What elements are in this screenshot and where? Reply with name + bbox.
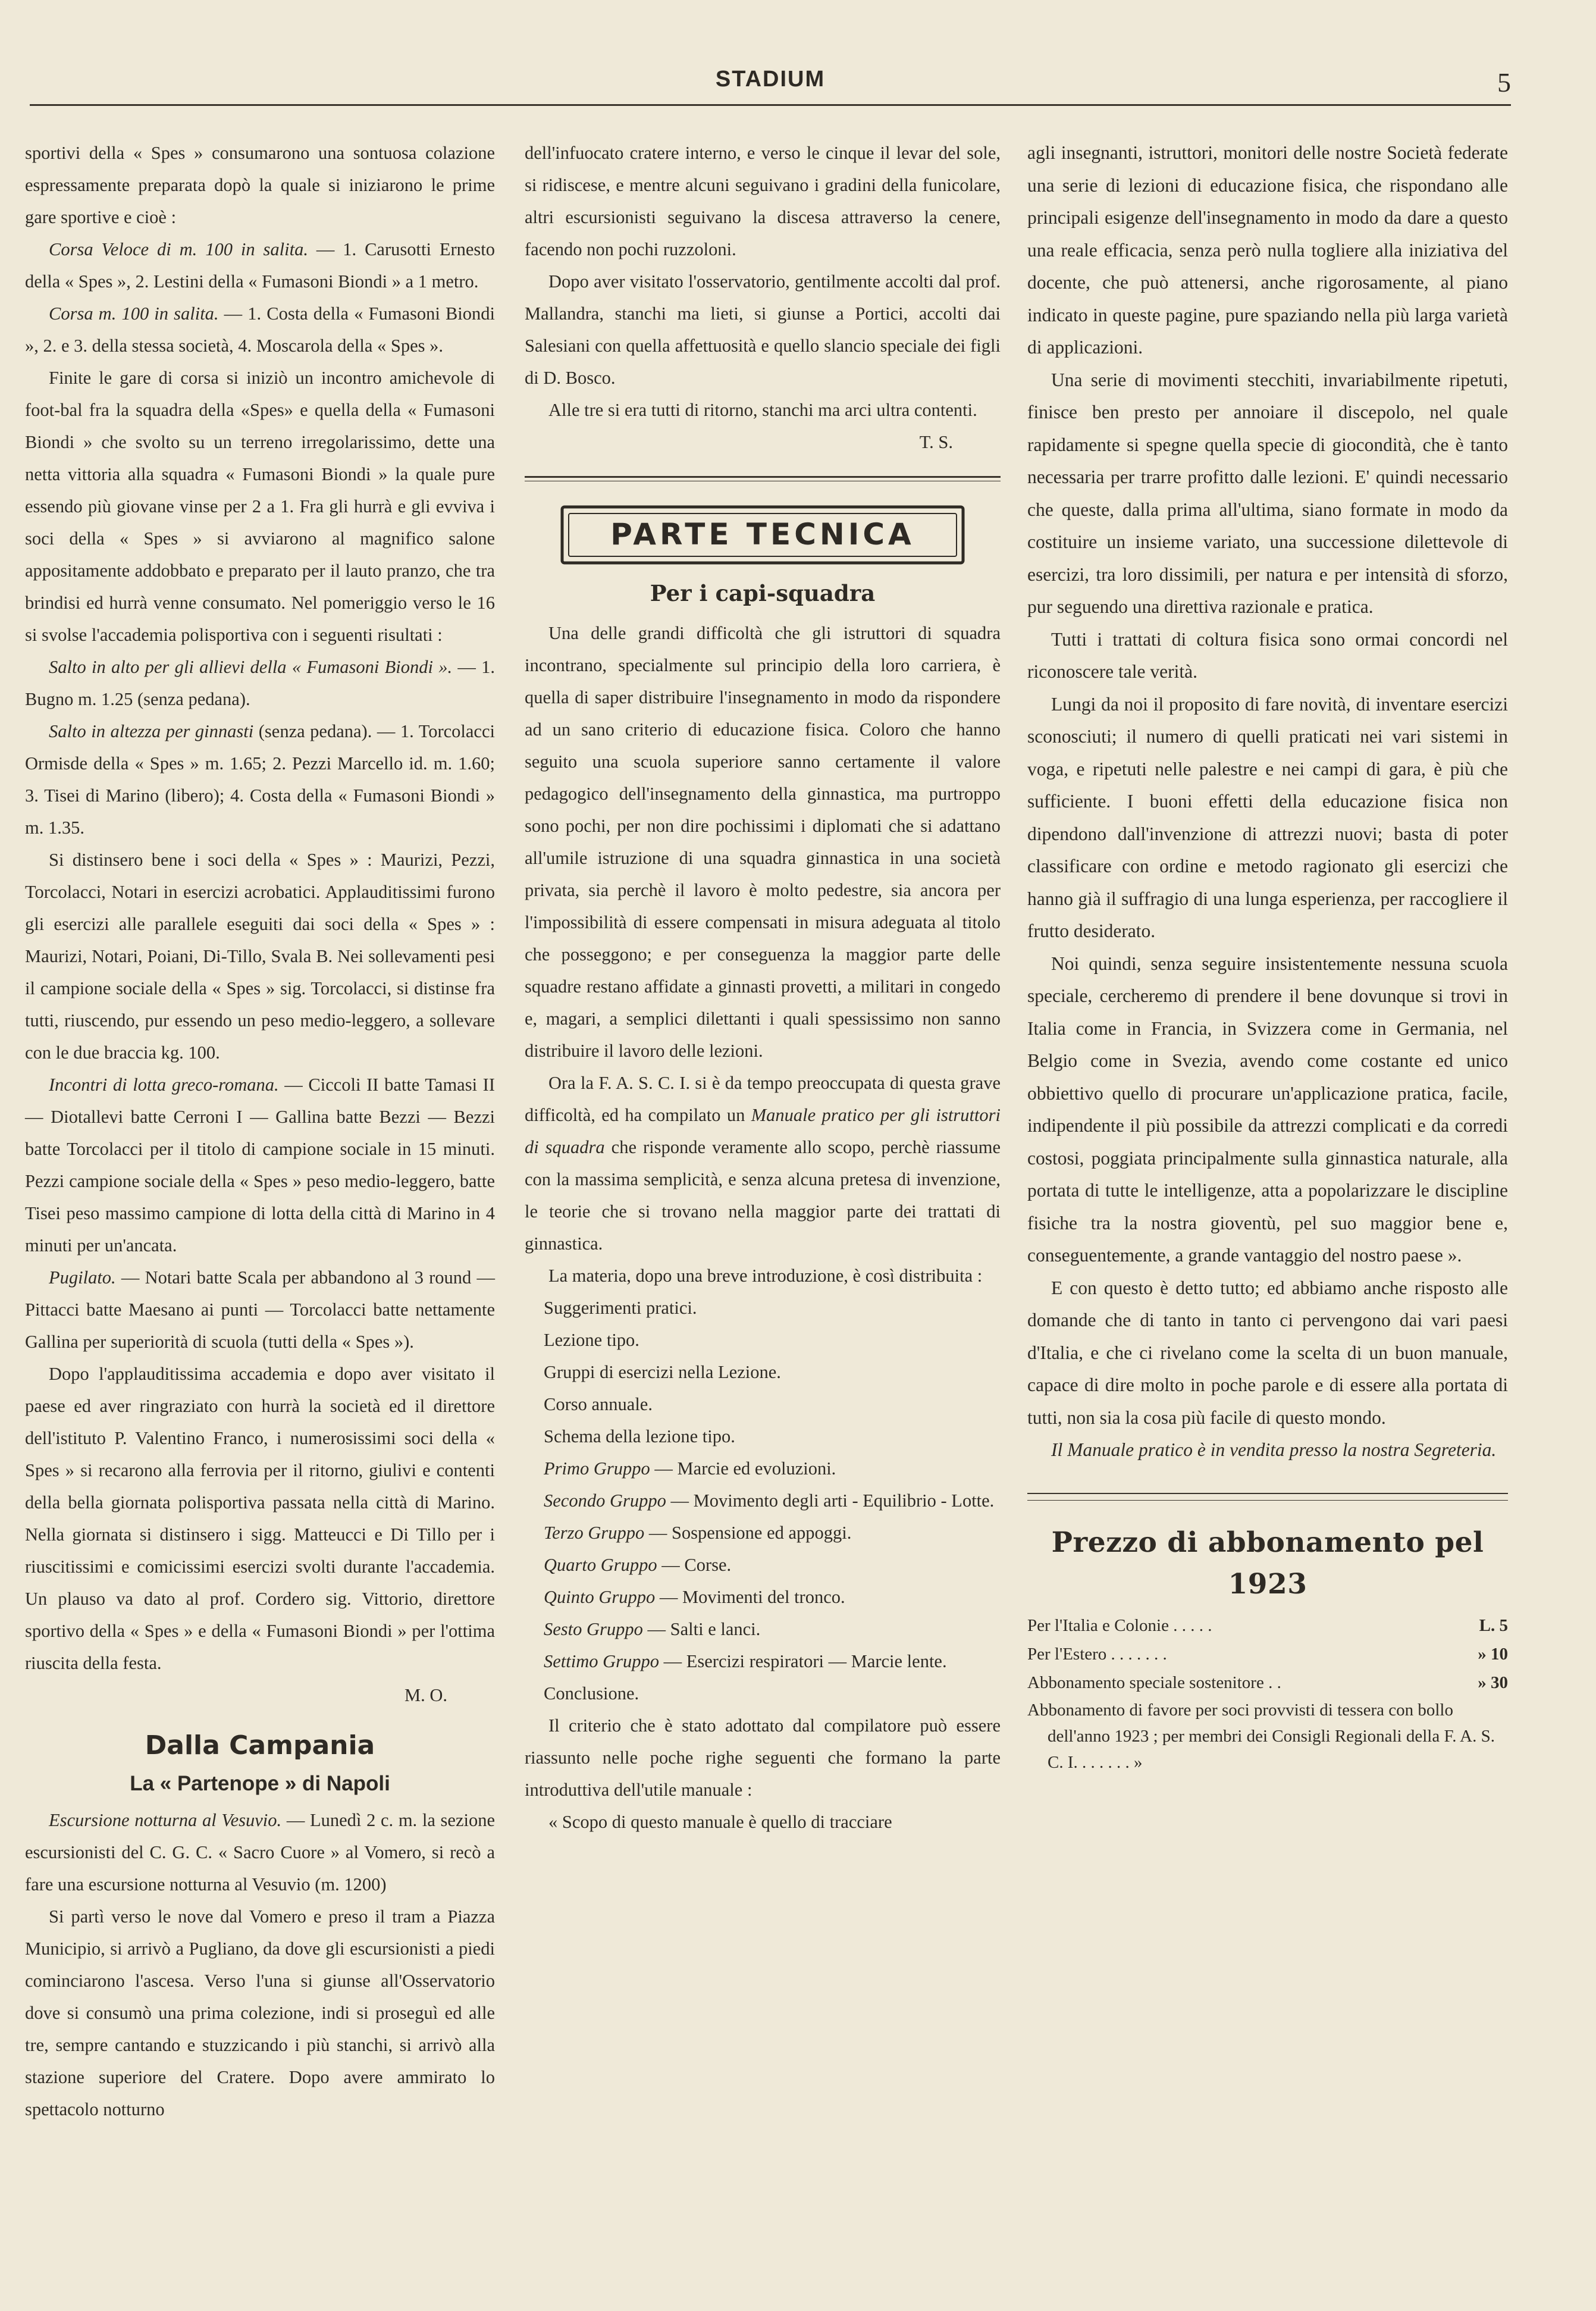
paragraph bbox=[25, 651, 495, 715]
sales-note: Il Manuale pratico è in vendita presso la nostra Segreteria. bbox=[1051, 1439, 1497, 1460]
group-desc: — Movimento degli arti - Equilibrio - Lotte. bbox=[666, 1490, 995, 1511]
banner-text: PARTE TECNICA bbox=[610, 517, 915, 552]
paragraph: La materia, dopo una breve introduzione, è così distribuita : bbox=[548, 1266, 983, 1286]
author-signature: T. S. bbox=[919, 432, 953, 452]
group-desc: — Sospensione ed appoggi. bbox=[644, 1523, 852, 1543]
paragraph: Alle tre si era tutti di ritorno, stanchi ma arci ultra contenti. bbox=[548, 400, 977, 420]
paragraph: sportivi della « Spes » consumarono una sontuosa colazione espressamente preparata dopò la quale si iniziarono le prime gare sportive e cioè : bbox=[25, 143, 495, 227]
section-subtitle: La « Partenope » di Napoli bbox=[130, 1772, 390, 1795]
event-results: — Ciccoli II batte Tamasi II — Diotallevi batte Cerroni I — Gallina batte Bezzi — Bezzi batte Torcolacci per il titolo di campione sociale in 15 minuti. Pezzi campione sociale della « Spes » peso medio-leggero, batte Tisei peso massimo campione di lotta della città di Marino in 4 minuti per un'ancata. bbox=[25, 1075, 495, 1255]
column-3 bbox=[1027, 137, 1508, 1775]
paragraph bbox=[25, 233, 495, 298]
event-title: Corsa m. 100 in salita. bbox=[49, 303, 219, 324]
page-number: 5 bbox=[1497, 67, 1511, 98]
list-item: Gruppi di esercizi nella Lezione. bbox=[544, 1362, 781, 1382]
paragraph bbox=[25, 1069, 495, 1261]
list-item bbox=[525, 1613, 1001, 1645]
list-item bbox=[525, 1485, 1001, 1517]
event-title: Incontri di lotta greco-romana. bbox=[49, 1075, 279, 1095]
paragraph: « Scopo di questo manuale è quello di tracciare bbox=[548, 1812, 892, 1832]
group-name: Quarto Gruppo bbox=[544, 1555, 657, 1575]
price-row bbox=[1027, 1668, 1508, 1697]
list-item bbox=[525, 1645, 1001, 1677]
text-run: che risponde veramente allo scopo, perchè riassume con la massima semplicità, e senza alcuna pretesa di invenzione, le teorie che si trovano nella maggior parte dei trattati di ginnastica. bbox=[525, 1137, 1001, 1254]
paragraph bbox=[525, 1067, 1001, 1260]
price-label: Per l'Italia e Colonie . . . . . bbox=[1027, 1615, 1212, 1635]
group-desc: — Marcie ed evoluzioni. bbox=[650, 1458, 836, 1479]
event-title: Pugilato. bbox=[49, 1267, 116, 1288]
price-value: » 30 bbox=[1478, 1673, 1508, 1692]
paragraph: E con questo è detto tutto; ed abbiamo anche risposto alle domande che di tanto in tanto ci pervengono dai vari paesi d'Italia, e che ci rivelano come la scelta di un buon manuale, capace di dire molto in poche parole e di essere alla portata di tutti, non sia la cosa più facile di questo mondo. bbox=[1027, 1277, 1508, 1428]
paragraph: Dopo aver visitato l'osservatorio, gentilmente accolti dal prof. Mallandra, stanchi ma lieti, si giunse a Portici, accolti dai Salesiani con quella affettuosità e quello slancio speciale dei figli di D. Bosco. bbox=[525, 271, 1001, 388]
event-title: Escursione notturna al Vesuvio. bbox=[49, 1810, 282, 1830]
list-item: Conclusione. bbox=[544, 1683, 639, 1703]
paragraph bbox=[25, 1261, 495, 1358]
price-label: Abbonamento speciale sostenitore . . bbox=[1027, 1673, 1281, 1692]
price-note: Abbonamento di favore per soci provvisti di tessera con bollo dell'anno 1923 ; per membri dei Consigli Regionali della F. A. S. C. I. . . . . . . » bbox=[1027, 1700, 1495, 1772]
list-item: Corso annuale. bbox=[544, 1394, 653, 1414]
parte-tecnica-banner bbox=[560, 505, 965, 565]
group-name: Secondo Gruppo bbox=[544, 1490, 666, 1511]
group-desc: — Esercizi respiratori — Marcie lente. bbox=[659, 1651, 947, 1671]
paragraph: Noi quindi, senza seguire insistentemente nessuna scuola speciale, cercheremo di prendere il bene dovunque si trovi in Italia come in Francia, in Svizzera come in Germania, nel Belgio come in Svezia, avendo come costante ed unico obbiettivo quello di procurare un'applicazione pratica, facile, indipendente il più possibile da attrezzi complicati e da corredi costosi, poggiata principalmente sulla ginnastica naturale, alla portata di tutte le intelligenze, atta a popolarizzare le discipline fisiche tra la nostra gioventù, pel suo maggior bene e, conseguentemente, a grande vantaggio del nostro paese ». bbox=[1027, 953, 1508, 1266]
manual-title: Manuale pratico per gli istruttori di squadra bbox=[525, 1105, 1001, 1157]
price-value: » 10 bbox=[1478, 1644, 1508, 1664]
event-results: — 1. Carusotti Ernesto della « Spes », 2. Lestini della « Fumasoni Biondi » a 1 metro. bbox=[25, 239, 495, 292]
paragraph: Tutti i trattati di coltura fisica sono ormai concordi nel riconoscere tale verità. bbox=[1027, 628, 1508, 682]
price-row bbox=[1027, 1611, 1508, 1640]
list-item bbox=[525, 1549, 1001, 1581]
group-name: Quinto Gruppo bbox=[544, 1587, 656, 1607]
divider-rule bbox=[1027, 1493, 1508, 1494]
price-label: Per l'Estero . . . . . . . bbox=[1027, 1644, 1167, 1664]
column-2 bbox=[525, 137, 1001, 1838]
paragraph bbox=[25, 298, 495, 362]
paragraph: Il criterio che è stato adottato dal compilatore può essere riassunto nelle poche righe seguenti che formano la parte introduttiva dell'utile manuale : bbox=[525, 1715, 1001, 1800]
page-header bbox=[30, 67, 1511, 102]
list-item bbox=[525, 1581, 1001, 1613]
price-row bbox=[1027, 1640, 1508, 1668]
paragraph: Una serie di movimenti stecchiti, invariabilmente ripetuti, finisce ben presto per annoiare il discepolo, nel quale rapidamente si spegne quella specie di giocondità, che è tanto necessaria per trarre profitto dalle lezioni. E' quindi necessario che queste, dalla prima all'ultima, siano formate in modo da costituire un insieme variato, una successione dilettevole di esercizi, tra loro dissimili, per natura e per intensità di sforzo, pur seguendo una direttiva razionale e pratica. bbox=[1027, 369, 1508, 617]
event-results: (senza pedana). — 1. Torcolacci Ormisde della « Spes » m. 1.65; 2. Pezzi Marcello id. m. 1.60; 3. Tisei di Marino (libero); 4. Costa della « Fumasoni Biondi » m. 1.35. bbox=[25, 721, 495, 838]
divider-rule bbox=[1027, 1500, 1508, 1501]
column-1 bbox=[25, 137, 495, 2125]
paragraph: dell'infuocato cratere interno, e verso le cinque il levar del sole, si ridiscese, e mentre alcuni seguivano i gradini della funicolare, altri escursionisti seguivano la discesa attraverso la cenere, facendo non pochi ruzzoloni. bbox=[525, 143, 1001, 259]
text-run: Ora la F. A. S. C. I. si è da tempo preoccupata di questa grave difficoltà, ed ha compilato un bbox=[525, 1073, 1001, 1125]
group-name: Settimo Gruppo bbox=[544, 1651, 660, 1671]
header-rule bbox=[30, 104, 1511, 106]
list-item bbox=[525, 1452, 1001, 1485]
contents-list bbox=[525, 1292, 1001, 1709]
event-results: — Notari batte Scala per abbandono al 3 round — Pittacci batte Maesano ai punti — Torcolacci batte nettamente Gallina per superiorità di scuola (tutti della « Spes »). bbox=[25, 1267, 495, 1352]
group-desc: — Corse. bbox=[657, 1555, 732, 1575]
paragraph: Lungi da noi il proposito di fare novità, di inventare esercizi sconosciuti; il numero di quelli praticati nei vari sistemi in voga, e ripetuti nelle palestre e nei campi di gara, è più che sufficiente. I buoni effetti della educazione fisica non dipendono dall'invenzione di attrezzi nuovi; basta di poter classificare con ordine e metodo ragionato gli esercizi che hanno già il suffragio di una lunga esperienza, per raccogliere il frutto desiderato. bbox=[1027, 693, 1508, 941]
group-name: Sesto Gruppo bbox=[544, 1619, 643, 1639]
event-results: — 1. Costa della « Fumasoni Biondi », 2. e 3. della stessa società, 4. Moscarola della « Spes ». bbox=[25, 303, 496, 356]
event-title: Corsa Veloce di m. 100 in salita. bbox=[49, 239, 308, 259]
group-name: Terzo Gruppo bbox=[544, 1523, 645, 1543]
price-value: L. 5 bbox=[1479, 1615, 1508, 1635]
event-title: Salto in altezza per ginnasti bbox=[49, 721, 254, 741]
list-item: Suggerimenti pratici. bbox=[544, 1298, 697, 1318]
group-desc: — Salti e lanci. bbox=[642, 1619, 761, 1639]
subscription-title: Prezzo di abbonamento pel 1923 bbox=[1051, 1526, 1484, 1601]
paragraph: Si partì verso le nove dal Vomero e preso il tram a Piazza Municipio, si arrivò a Pugliano, da dove gli escursionisti a piedi cominciarono l'ascesa. Verso l'una si giunse all'Osservatorio dove si consumò una prima colezione, indi si proseguì ed alle tre, sempre cantando e stuzzicando i più stanchi, si arrivò alla stazione superiore del Cratere. Dopo avere ammirato lo spettacolo notturno bbox=[25, 1906, 495, 2119]
paragraph: Si distinsero bene i soci della « Spes » : Maurizi, Pezzi, Torcolacci, Notari in esercizi acrobatici. Applauditissimi furono gli esercizi alle parallele eseguiti dai soci della « Spes » : Maurizi, Notari, Poiani, Di-Tillo, Svala B. Nei sollevamenti pesi il campione sociale della « Spes » sig. Torcolacci, si distinse fra tutti, riuscendo, pur essendo un peso medio-leggero, a sollevare con le due braccia kg. 100. bbox=[25, 850, 495, 1063]
group-name: Primo Gruppo bbox=[544, 1458, 650, 1479]
article-title: Per i capi-squadra bbox=[650, 580, 876, 606]
masthead: STADIUM bbox=[715, 67, 826, 92]
list-item: Schema della lezione tipo. bbox=[544, 1426, 735, 1446]
list-item bbox=[525, 1517, 1001, 1549]
event-results: — 1. Bugno m. 1.25 (senza pedana). bbox=[25, 657, 495, 709]
paragraph: agli insegnanti, istruttori, monitori delle nostre Società federate una serie di lezioni di educazione fisica, che rispondano alle principali esigenze dell'insegnamento in modo da dare a questo una reale efficacia, senza però nulla togliere alla iniziativa del docente, che può attenersi, anche rigorosamente, al piano indicato in queste pagine, pure spaziando nella più larga varietà di applicazioni. bbox=[1027, 142, 1508, 358]
section-title: Dalla Campania bbox=[145, 1730, 375, 1761]
author-signature: M. O. bbox=[404, 1685, 447, 1705]
section-divider bbox=[525, 476, 1001, 481]
list-item: Lezione tipo. bbox=[544, 1330, 639, 1350]
group-desc: — Movimenti del tronco. bbox=[655, 1587, 845, 1607]
paragraph bbox=[25, 1804, 495, 1900]
event-text: — Lunedì 2 c. m. la sezione escursionisti del C. G. C. « Sacro Cuore » al Vomero, si recò a fare una escursione notturna al Vesuvio (m. 1200) bbox=[25, 1810, 496, 1894]
event-title: Salto in alto per gli allievi della « Fumasoni Biondi ». bbox=[49, 657, 453, 677]
paragraph: Dopo l'applauditissima accademia e dopo aver visitato il paese ed aver ringraziato con hurrà la società ed il direttore dell'istituto P. Valentino Franco, i numerosissimi soci della « Spes » si recarono alla ferrovia per il ritorno, giulivi e contenti della bella giornata polisportiva passata nella città di Marino. Nella giornata si distinsero i sigg. Matteucci e Di Tillo per i riuscitissimi e comicissimi esercizi svolti durante l'accademia. Un plauso va dato al prof. Cordero sig. Vittorio, direttore sportivo della « Spes » e della « Fumasoni Biondi » per l'ottima riuscita della festa. bbox=[25, 1364, 495, 1673]
paragraph: Una delle grandi difficoltà che gli istruttori di squadra incontrano, specialmente sul principio della loro carriera, è quella di saper distribuire l'insegnamento in modo da rispondere ad un sano criterio di educazione fisica. Coloro che hanno seguito una scuola superiore sanno certamente il valore pedagogico dell'insegnamento della ginnastica, ma purtroppo sono pochi, per non dire pochissimi i diplomati che si adattano all'umile istruzione di una squadra ginnastica in una società privata, sia perchè il lavoro è molto pedestre, sia ancora per l'impossibilità di essere compensati in misura adeguata al titolo che posseggono; e per conseguenza la maggior parte delle squadre restano affidate a ginnasti provetti, a militari in congedo e, magari, a semplici dilettanti i quali spessissimo non sanno distribuire il lavoro delle lezioni. bbox=[525, 623, 1001, 1061]
paragraph bbox=[25, 715, 495, 844]
paragraph: Finite le gare di corsa si iniziò un incontro amichevole di foot-bal fra la squadra della «Spes» e quella della « Fumasoni Biondi » che svolto su un terreno irregolarissimo, dette una netta vittoria alla squadra « Fumasoni Biondi » la quale pure essendo più giovane vinse per 2 a 1. Fra gli hurrà e gli evviva i soci della « Spes » si avviarono al magnifico salone appositamente addobbato e preparato per il lauto pranzo, che tra brindisi ed hurrà venne consumato. Nel pomeriggio verso le 16 si svolse l'accademia polisportiva con i seguenti risultati : bbox=[25, 368, 495, 645]
